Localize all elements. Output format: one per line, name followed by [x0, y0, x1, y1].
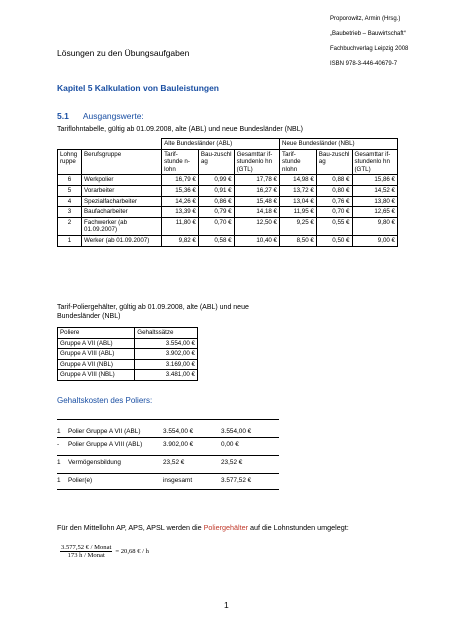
table-cell: 14,26 €	[162, 196, 199, 207]
table-cell: 3	[58, 207, 82, 218]
calc-count: 1	[57, 428, 61, 435]
divider	[57, 419, 279, 420]
chapter-title: Kapitel 5 Kalkulation von Bauleistungen	[57, 83, 219, 93]
table1-caption: Tariflohntabelle, gültig ab 01.09.2008, alte (ABL) und neue Bundesländer (NBL)	[57, 126, 303, 133]
table-row	[58, 349, 198, 360]
denominator: 173 h / Monat	[67, 552, 105, 559]
table-cell: 0,70 €	[198, 217, 234, 235]
polier-salary-table	[57, 327, 198, 381]
calc-count: 1	[57, 477, 61, 484]
table-cell: Gruppe A VIII (ABL)	[58, 349, 135, 360]
section-title: Ausgangswerte:	[82, 111, 144, 121]
table-cell: 3.481,00 €	[135, 370, 198, 381]
column-header: Tarif-stunde nlohn	[280, 149, 317, 175]
table-cell: 4	[58, 196, 82, 207]
calc-total: 23,52 €	[221, 459, 243, 466]
section-heading	[57, 111, 144, 121]
table-row	[58, 196, 398, 207]
table-cell: 17,78 €	[234, 175, 279, 186]
table-cell: 0,91 €	[198, 185, 234, 196]
table-cell: 13,39 €	[162, 207, 199, 218]
table-cell: 0,88 €	[316, 175, 352, 186]
table-row	[58, 185, 398, 196]
table-cell: 0,55 €	[316, 217, 352, 235]
table-cell: 0,58 €	[198, 235, 234, 246]
group-header-abl: Alte Bundesländer (ABL)	[162, 139, 280, 150]
sentence-text: auf die Lohnstunden umgelegt:	[248, 523, 349, 532]
table-cell: Werkpolier	[82, 175, 162, 186]
table-row	[58, 235, 398, 246]
table-cell: 11,95 €	[280, 207, 317, 218]
divider	[57, 473, 279, 474]
calc-count: 1	[57, 459, 61, 466]
table-cell: 3.169,00 €	[135, 359, 198, 370]
column-header: Gehaltssätze	[135, 328, 198, 339]
fraction	[60, 544, 112, 559]
column-header: Tarif-stunde n-lohn	[162, 149, 199, 175]
page-number: 1	[224, 600, 229, 610]
column-header: Berufsgruppe	[82, 149, 162, 175]
calc-value: 23,52 €	[163, 459, 185, 466]
formula	[60, 544, 149, 559]
column-header: Poliere	[58, 328, 135, 339]
table-cell: 2	[58, 217, 82, 235]
allocation-sentence	[57, 523, 349, 532]
calc-label: Polier Gruppe A VIII (ABL)	[68, 441, 143, 448]
pub-line: ISBN 978-3-446-40679-7	[330, 60, 398, 67]
table-cell: Gruppe A VIII (NBL)	[58, 370, 135, 381]
table-cell: 0,79 €	[198, 207, 234, 218]
table-cell: 9,00 €	[352, 235, 398, 246]
calc-label: Polier Gruppe A VII (ABL)	[68, 428, 141, 435]
table-row	[58, 359, 198, 370]
table-header-row	[58, 328, 198, 339]
table-cell: 0,99 €	[198, 175, 234, 186]
pub-line: Proporowitz, Armin (Hrsg.)	[330, 15, 401, 22]
table-row	[58, 175, 398, 186]
calc-total: 3.554,00 €	[221, 428, 252, 435]
table-row	[58, 338, 198, 349]
table-cell: Fachwerker (ab 01.09.2007)	[82, 217, 162, 235]
table-row	[58, 207, 398, 218]
column-header: Lohng ruppe	[58, 149, 82, 175]
table-cell: 14,18 €	[234, 207, 279, 218]
document-title: Lösungen zu den Übungsaufgaben	[57, 48, 190, 58]
sentence-text: Für den Mittellohn AP, APS, APSL werden die	[57, 523, 204, 532]
table-cell: 9,25 €	[280, 217, 317, 235]
table-cell: Werker (ab 01.09.2007)	[82, 235, 162, 246]
table-row	[58, 139, 398, 150]
table-cell: 6	[58, 175, 82, 186]
table-cell: 3.554,00 €	[135, 338, 198, 349]
table-cell: Spezialfacharbeiter	[82, 196, 162, 207]
sentence-highlight: Poliergehälter	[203, 523, 248, 532]
table-cell: 10,40 €	[234, 235, 279, 246]
table-cell: Gruppe A VII (NBL)	[58, 359, 135, 370]
table-cell: 1	[58, 235, 82, 246]
table-cell: 5	[58, 185, 82, 196]
calc-value: 3.902,00 €	[163, 441, 194, 448]
table-cell: 14,98 €	[280, 175, 317, 186]
table-cell: Vorarbeiter	[82, 185, 162, 196]
calc-count: -	[57, 441, 60, 448]
table-cell: 15,86 €	[352, 175, 398, 186]
formula-result: = 20,68 € / h	[115, 548, 149, 555]
calc-value: 3.554,00 €	[163, 428, 194, 435]
table-cell: 0,70 €	[316, 207, 352, 218]
calc-label: Polier(e)	[68, 477, 93, 484]
table-cell: 0,50 €	[316, 235, 352, 246]
table-cell: 0,76 €	[316, 196, 352, 207]
calc-label: Vermögensbildung	[68, 459, 121, 466]
table-cell: Baufacharbeiter	[82, 207, 162, 218]
table-cell: 16,27 €	[234, 185, 279, 196]
table-cell: 13,72 €	[280, 185, 317, 196]
table-cell: 11,80 €	[162, 217, 199, 235]
calc-value: insgesamt	[163, 477, 193, 484]
group-header-nbl: Neue Bundesländer (NBL)	[280, 139, 398, 150]
column-header: Bau-zuschl ag	[316, 149, 352, 175]
table-cell: 9,82 €	[162, 235, 199, 246]
table-header-row	[58, 149, 398, 175]
publication-info	[330, 8, 408, 76]
table-cell: 8,50 €	[280, 235, 317, 246]
pub-line: Fachbuchverlag Leipzig 2008	[330, 45, 409, 52]
calc-total: 3.577,52 €	[221, 477, 252, 484]
section-number: 5.1	[57, 111, 69, 121]
divider	[57, 455, 279, 456]
column-header: Gesamttar if-stundenlo hn (GTL)	[352, 149, 398, 175]
table-cell: 15,48 €	[234, 196, 279, 207]
table-cell: 0,86 €	[198, 196, 234, 207]
table-cell: 14,52 €	[352, 185, 398, 196]
table-row	[58, 370, 198, 381]
column-header: Gesamttar if-stundenlo hn (GTL)	[234, 149, 279, 175]
table-cell: 3.902,00 €	[135, 349, 198, 360]
tariff-wage-table	[57, 138, 398, 247]
table-cell: 13,04 €	[280, 196, 317, 207]
divider	[57, 437, 279, 438]
column-header: Bau-zuschl ag	[198, 149, 234, 175]
table-cell: 16,79 €	[162, 175, 199, 186]
table-cell: 9,80 €	[352, 217, 398, 235]
calc-total: 0,00 €	[221, 441, 239, 448]
table-cell: 0,80 €	[316, 185, 352, 196]
table-cell: 15,36 €	[162, 185, 199, 196]
salary-costs-heading: Gehaltskosten des Poliers:	[57, 396, 153, 405]
table-row	[58, 217, 398, 235]
numerator: 3.577,52 € / Monat	[61, 544, 112, 551]
table-cell: 12,50 €	[234, 217, 279, 235]
table2-caption: Tarif-Poliergehälter, gültig ab 01.09.2008, alte (ABL) und neue Bundesländer (NBL)	[57, 304, 249, 320]
table-cell: 13,80 €	[352, 196, 398, 207]
table-cell: 12,65 €	[352, 207, 398, 218]
pub-line: „Baubetrieb – Bauwirtschaft“	[330, 30, 406, 37]
table-cell: Gruppe A VII (ABL)	[58, 338, 135, 349]
divider	[57, 489, 279, 490]
